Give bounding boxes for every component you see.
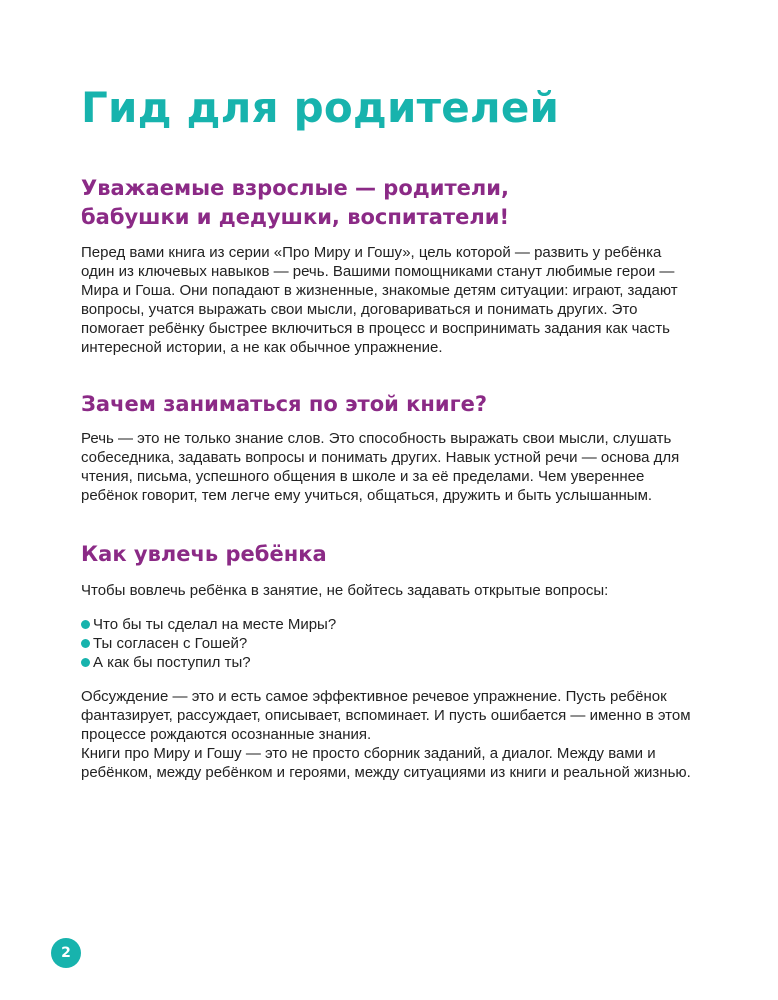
section-heading: Зачем заниматься по этой книге? bbox=[81, 392, 488, 416]
section-heading: Как увлечь ребёнка bbox=[81, 542, 327, 566]
list-item-text: Ты согласен с Гошей? bbox=[93, 635, 248, 652]
heading-line-1: Уважаемые взрослые — родители, bbox=[81, 176, 509, 200]
section-engage bbox=[81, 540, 701, 782]
list-item bbox=[81, 653, 701, 672]
page-title: Гид для родителей bbox=[81, 83, 560, 132]
page-number-badge: 2 bbox=[51, 938, 81, 968]
list-item bbox=[81, 615, 701, 634]
bullet-dot-icon bbox=[81, 620, 90, 629]
section-body: Перед вами книга из серии «Про Миру и Гошу», цель которой — развить у ребёнка один из ключевых навыков — речь. Вашими помощниками станут любимые герои — Мира и Гоша. Они попадают в жизненные, знакомые детям ситуации: играют, задают вопросы, учатся выражать свои мысли, договариваться и понимать других. Это помогает ребёнку быстрее включиться в процесс и воспринимать задания как часть интересной истории, а не как обычное упражнение. bbox=[81, 244, 678, 356]
list-item-text: Что бы ты сделал на месте Миры? bbox=[93, 616, 337, 633]
heading-line-2: бабушки и дедушки, воспитатели! bbox=[81, 205, 510, 229]
section-intro: Чтобы вовлечь ребёнка в занятие, не бойтесь задавать открытые вопросы: bbox=[81, 582, 609, 599]
list-item bbox=[81, 634, 701, 653]
dialogue-paragraph: Книги про Миру и Гошу — это не просто сборник заданий, а диалог. Между вами и ребёнком, между ребёнком и героями, между ситуациями из книги и реальной жизнью. bbox=[81, 745, 691, 781]
discussion-paragraph: Обсуждение — это и есть самое эффективное речевое упражнение. Пусть ребёнок фантазирует, рассуждает, описывает, вспоминает. И пусть ошибается — именно в этом процессе рождаются осознанные знания. bbox=[81, 688, 691, 743]
section-heading bbox=[81, 174, 701, 232]
list-item-text: А как бы поступил ты? bbox=[93, 654, 251, 671]
section-why bbox=[81, 390, 701, 505]
bullet-dot-icon bbox=[81, 639, 90, 648]
section-body: Речь — это не только знание слов. Это способность выражать свои мысли, слушать собеседника, задавать вопросы и понимать других. Навык устной речи — основа для чтения, письма, успешного общения в школе и за её пределами. Чем увереннее ребёнок говорит, тем легче ему учиться, общаться, дружить и быть услышанным. bbox=[81, 430, 680, 504]
section-greeting bbox=[81, 174, 701, 357]
bullet-dot-icon bbox=[81, 658, 90, 667]
question-list bbox=[81, 615, 701, 672]
